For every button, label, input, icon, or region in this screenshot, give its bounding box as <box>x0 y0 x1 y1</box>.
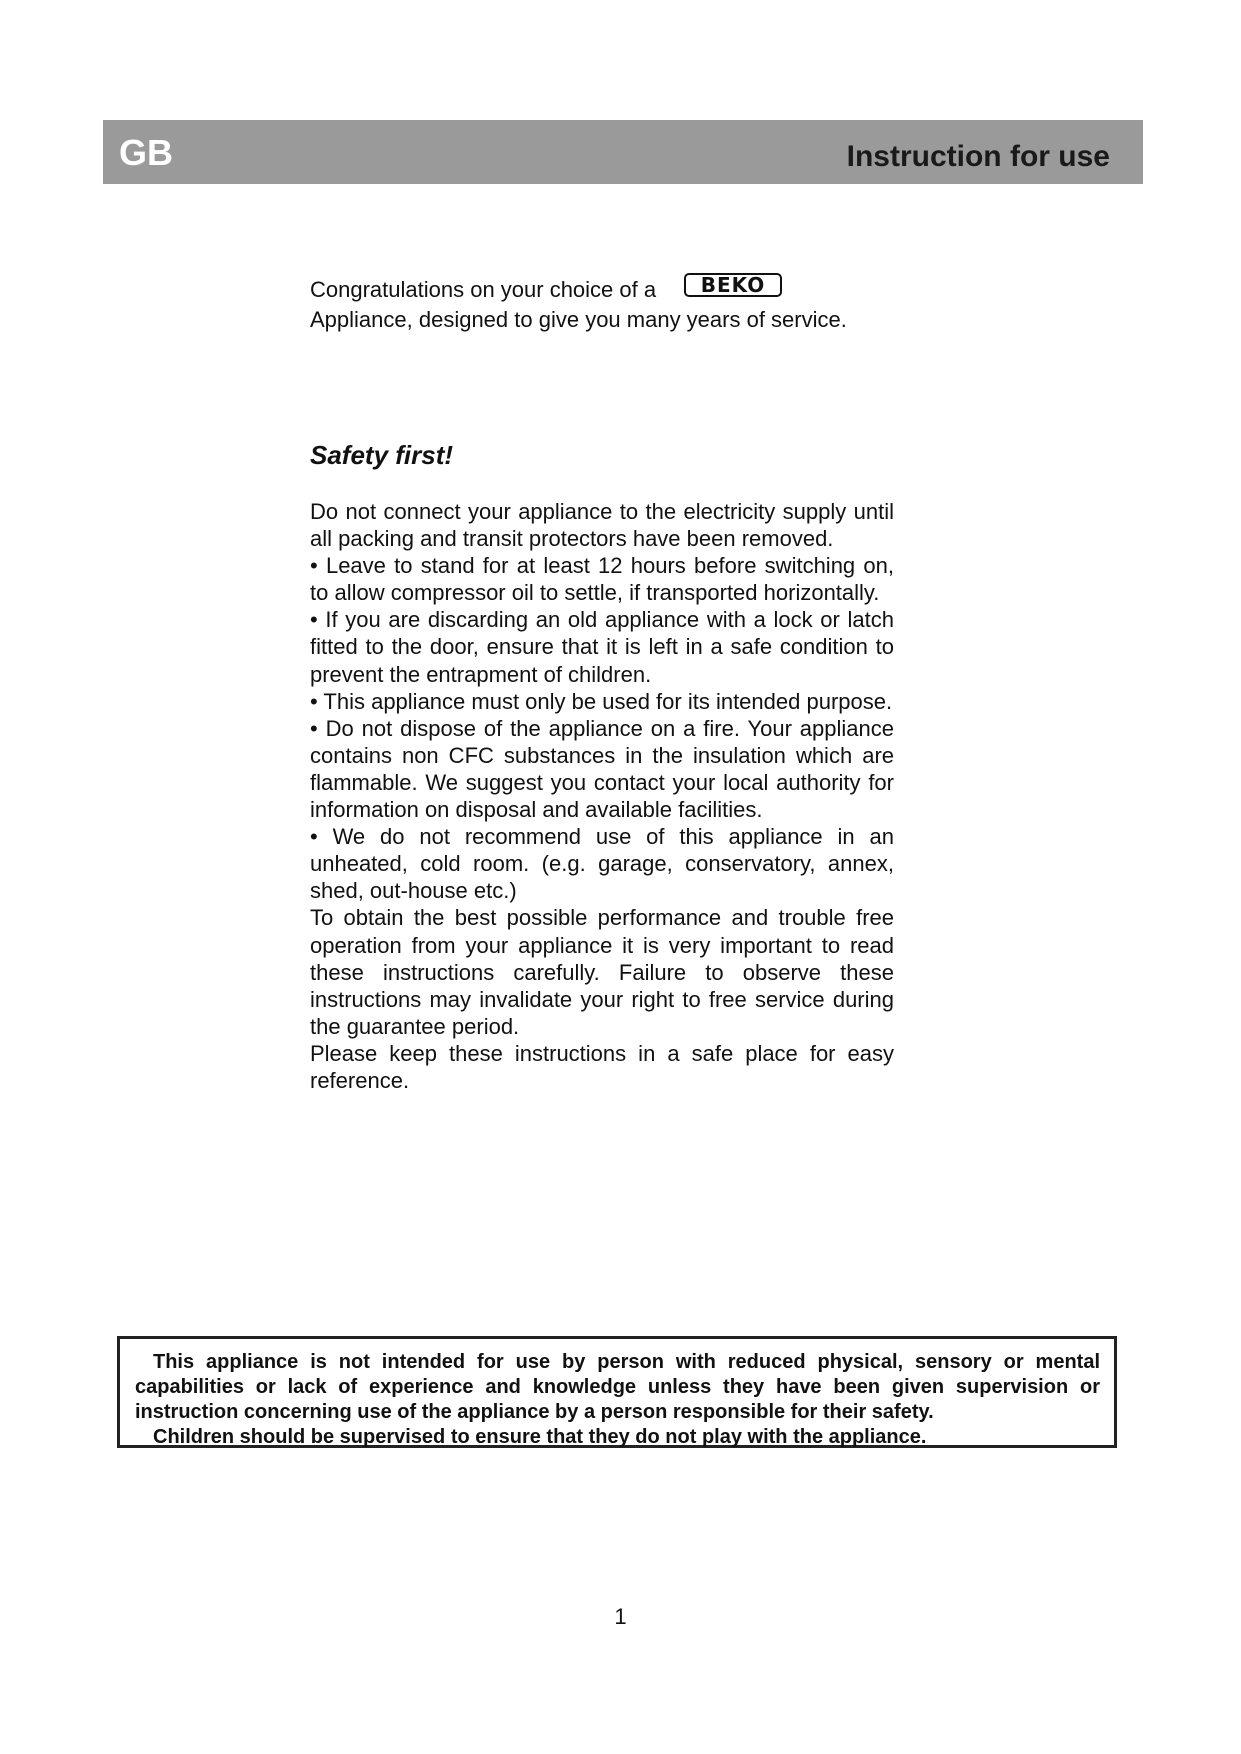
safety-paragraph: • If you are discarding an old appliance with a lock or latch fitted to the door, ensure that it is left in a safe condition to prevent the entrapment of children. <box>310 607 894 687</box>
svg-text:BEKO: BEKO <box>700 273 766 298</box>
safety-paragraph: • Leave to stand for at least 12 hours before switching on, to allow compressor oil to settle, if transported horizontally. <box>310 553 894 606</box>
safety-paragraph: Please keep these instructions in a safe place for easy reference. <box>310 1040 894 1093</box>
header-bar <box>103 120 1143 184</box>
intro-line-1: Congratulations on your choice of a BEKO <box>310 276 950 306</box>
safety-paragraph: • This appliance must only be used for its intended purpose. <box>310 688 893 714</box>
warning-paragraph: Children should be supervised to ensure that they do not play with the appliance. <box>153 1426 927 1448</box>
safety-paragraph: • We do not recommend use of this appliance in an unheated, cold room. (e.g. garage, conservatory, annex, shed, out-house etc.) <box>310 824 894 904</box>
beko-logo <box>684 273 782 303</box>
warning-paragraph: This appliance is not intended for use by person with reduced physical, sensory or mental capabilities or lack of experience and knowledge unless they have been given supervision or instruction concerning use of the appliance by a person responsible for their safety. <box>135 1351 1100 1423</box>
page-number: 1 <box>614 1604 627 1629</box>
intro-line-2: Appliance, designed to give you many years of service. <box>310 307 847 333</box>
intro-text <box>310 273 950 333</box>
page-title: Instruction for use <box>846 140 1110 173</box>
safety-heading: Safety first! <box>310 440 454 470</box>
language-code: GB <box>119 132 173 173</box>
safety-body <box>310 498 894 1094</box>
safety-paragraph: Do not connect your appliance to the electricity supply until all packing and transit protectors have been removed. <box>310 499 894 552</box>
safety-paragraph: To obtain the best possible performance and trouble free operation from your appliance it is very important to read these instructions carefully. Failure to observe these instructions may invalidate your right to free service during the guarantee period. <box>310 905 894 1039</box>
safety-paragraph: • Do not dispose of the appliance on a fire. Your appliance contains non CFC substances in the insulation which are flammable. We suggest you contact your local authority for information on disposal and available facilities. <box>310 715 894 823</box>
warning-box <box>117 1336 1117 1448</box>
